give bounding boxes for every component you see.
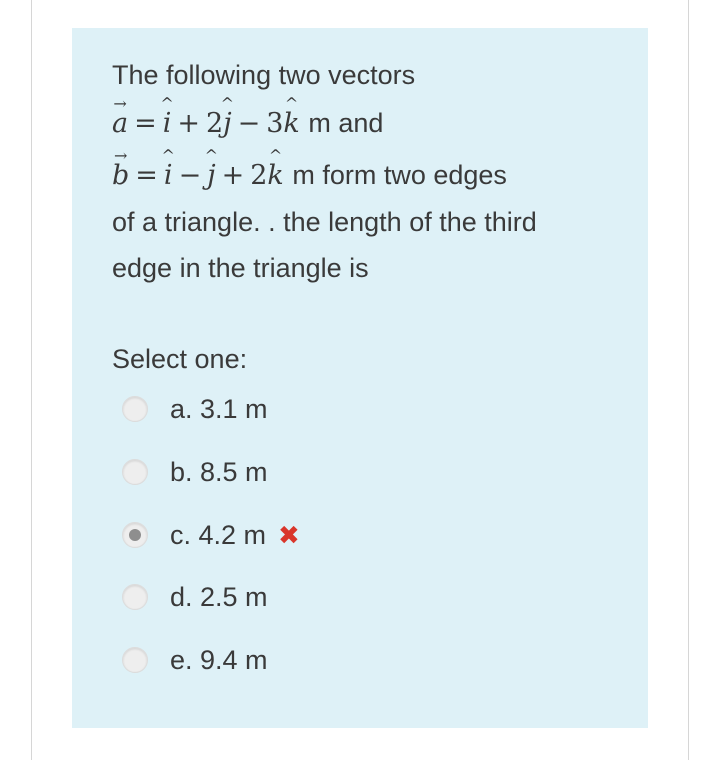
option-c-label: c. 4.2 m	[170, 519, 267, 550]
radio-option-a[interactable]	[122, 396, 148, 422]
option-e-label: e. 9.4 m	[170, 644, 268, 675]
question-line-1: The following two vectors	[112, 60, 416, 90]
option-e[interactable]	[122, 645, 268, 675]
radio-option-e[interactable]	[122, 647, 148, 673]
vector-a-expression: → a = ^ i + 2 ^ j − 3 ^ k	[112, 94, 300, 139]
page-border-right	[688, 0, 689, 760]
option-c[interactable]	[122, 520, 300, 550]
option-a[interactable]	[122, 394, 268, 424]
question-line-4: of a triangle. . the length of the third	[112, 207, 537, 237]
radio-option-c[interactable]	[122, 522, 148, 548]
select-one-label: Select one:	[112, 344, 248, 374]
radio-option-d[interactable]	[122, 584, 148, 610]
option-b[interactable]	[122, 457, 268, 487]
option-d-label: d. 2.5 m	[170, 581, 268, 612]
unit-and: m and	[308, 108, 384, 138]
option-b-label: b. 8.5 m	[170, 456, 268, 487]
radio-option-b[interactable]	[122, 459, 148, 485]
question-line-5: edge in the triangle is	[112, 253, 369, 283]
cross-icon: ✖	[278, 520, 300, 550]
question-line-vector-b	[112, 146, 507, 191]
vector-b-expression: → b = ^ i − ^ j + 2 ^ k	[112, 146, 284, 191]
page-border-left	[31, 0, 32, 760]
question-line-vector-a	[112, 94, 384, 139]
option-d[interactable]	[122, 582, 268, 612]
option-a-label: a. 3.1 m	[170, 393, 268, 424]
unit-rest: m form two edges	[292, 160, 507, 190]
